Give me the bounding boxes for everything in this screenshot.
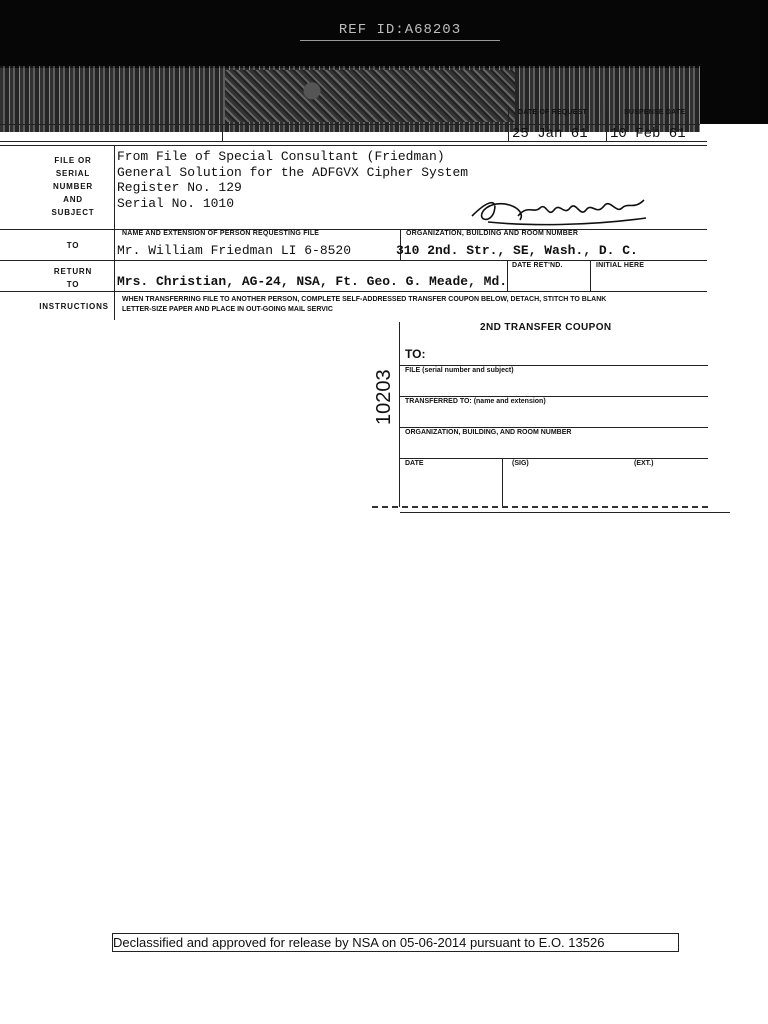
date-of-request-value: 25 Jan 61 xyxy=(512,126,588,142)
declassification-notice: Declassified and approved for release by NSA on 05-06-2014 pursuant to E.O. 13526 xyxy=(112,933,679,952)
label-line: SERIAL xyxy=(55,169,91,178)
col-rule xyxy=(606,108,607,142)
file-serial-label xyxy=(18,154,128,219)
instructions-label: INSTRUCTIONS xyxy=(39,302,109,311)
coupon-rule xyxy=(400,396,708,397)
label-line: TO xyxy=(66,280,80,289)
coupon-bottom-rule xyxy=(400,512,730,513)
file-line: General Solution for the ADFGVX Cipher System xyxy=(117,164,469,180)
return-to-value: Mrs. Christian, AG-24, NSA, Ft. Geo. G. Meade, Md. xyxy=(117,274,508,289)
date-of-request-label: DATE OF REQUEST xyxy=(518,109,587,116)
coupon-serial-number: 10203 xyxy=(373,369,395,425)
coupon-org-label: ORGANIZATION, BUILDING, AND ROOM NUMBER xyxy=(405,429,572,436)
instructions-line-2: LETTER-SIZE PAPER AND PLACE IN OUT-GOING MAIL SERVIC xyxy=(122,306,333,313)
to-label: TO xyxy=(66,241,80,250)
label-line: FILE OR xyxy=(54,156,92,165)
row-rule xyxy=(0,141,707,142)
instructions-line-1: WHEN TRANSFERRING FILE TO ANOTHER PERSON, COMPLETE SELF-ADDRESSED TRANSFER COUPON BELOW, DETACH, STITCH TO BLANK xyxy=(122,296,607,303)
row-rule xyxy=(0,291,707,292)
coupon-to-label: TO: xyxy=(405,347,426,361)
suspense-date-label: SUSPENSE DATE xyxy=(624,109,686,116)
coupon-left-rule xyxy=(399,322,400,507)
coupon-sig-label: (SIG) xyxy=(512,460,529,467)
coupon-ext-label: (EXT.) xyxy=(634,460,654,467)
handwritten-confidential-signature xyxy=(468,190,653,232)
coupon-rule xyxy=(400,365,708,366)
label-line: SUBJECT xyxy=(51,208,95,217)
label-line: NUMBER xyxy=(53,182,93,191)
row-rule xyxy=(0,229,707,230)
torn-edge-noise xyxy=(225,70,515,122)
file-line: Register No. 129 xyxy=(117,180,242,195)
label-line: RETURN xyxy=(53,267,93,276)
row-rule xyxy=(0,124,700,125)
initial-here-label: INITIAL HERE xyxy=(596,262,645,269)
person-requesting-label: NAME AND EXTENSION OF PERSON REQUESTING FILE xyxy=(122,230,320,237)
col-rule xyxy=(508,108,509,142)
coupon-rule xyxy=(400,427,708,428)
col-rule xyxy=(507,260,508,291)
coupon-perforation xyxy=(372,506,708,508)
coupon-title: 2ND TRANSFER COUPON xyxy=(480,322,612,333)
coupon-col-rule xyxy=(502,458,503,507)
suspense-date-value: 10 Feb 61 xyxy=(610,126,686,142)
coupon-rule xyxy=(400,458,708,459)
file-line: Serial No. 1010 xyxy=(117,195,235,211)
organization-value: 310 2nd. Str., SE, Wash., D. C. xyxy=(396,243,638,258)
file-line: From File of Special Consultant (Friedman) xyxy=(117,149,445,164)
col-rule xyxy=(590,260,591,291)
date-returned-label: DATE RET'ND. xyxy=(512,262,563,269)
coupon-file-label: FILE (serial number and subject) xyxy=(405,367,514,374)
coupon-date-label: DATE xyxy=(405,460,424,467)
scan-dark-band-right xyxy=(700,60,768,124)
coupon-transferred-label: TRANSFERRED TO: (name and extension) xyxy=(405,398,546,405)
organization-label: ORGANIZATION, BUILDING AND ROOM NUMBER xyxy=(406,230,579,237)
file-subject-block xyxy=(117,149,468,211)
row-rule xyxy=(0,260,707,261)
person-requesting-value: Mr. William Friedman LI 6-8520 xyxy=(117,243,352,258)
col-rule xyxy=(222,124,223,141)
label-line: AND xyxy=(63,195,83,204)
return-to-label xyxy=(18,265,128,291)
row-rule xyxy=(0,145,707,146)
document-ref-id: REF ID:A68203 xyxy=(300,22,500,41)
